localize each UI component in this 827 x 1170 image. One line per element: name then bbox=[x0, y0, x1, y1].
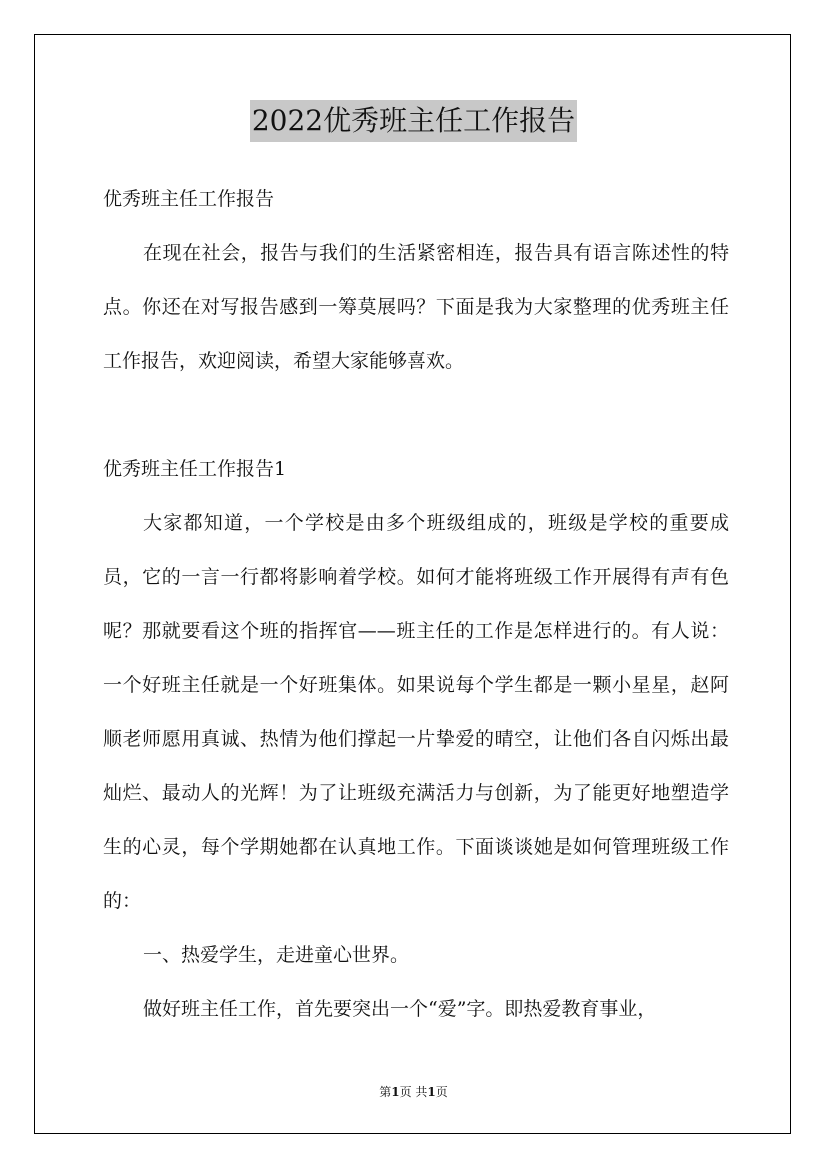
document-title: 2022优秀班主任工作报告 bbox=[250, 100, 577, 142]
footer-page-total: 1 bbox=[427, 1085, 436, 1099]
footer-page-suffix: 页 bbox=[435, 1085, 448, 1099]
footer-page-current: 1 bbox=[391, 1085, 400, 1099]
body-paragraph-1: 大家都知道，一个学校是由多个班级组成的，班级是学校的重要成员，它的一言一行都将影响着学校。如何才能将班级工作开展得有声有色呢？那就要看这个班的指挥官——班主任的工作是怎样进行的。有人说：一个好班主任就是一个好班集体。如果说每个学生都是一颗小星星，赵阿顺老师愿用真诚、热情为他们撑起一片挚爱的晴空，让他们各自闪烁出最灿烂、最动人的光辉！为了让班级充满活力与创新，为了能更好地塑造学生的心灵，每个学期她都在认真地工作。下面谈谈她是如何管理班级工作的： bbox=[103, 512, 729, 912]
footer-page-prefix: 第 bbox=[379, 1085, 392, 1099]
footer-page-mid: 页 共 bbox=[399, 1085, 428, 1099]
intro-paragraph: 在现在社会，报告与我们的生活紧密相连，报告具有语言陈述性的特点。你还在对写报告感到一筹莫展吗？下面是我为大家整理的优秀班主任工作报告，欢迎阅读，希望大家能够喜欢。 bbox=[103, 242, 729, 372]
title-container bbox=[0, 100, 827, 142]
section-heading: 优秀班主任工作报告1 bbox=[103, 458, 287, 480]
document-body bbox=[103, 172, 729, 1036]
paragraph-spacer bbox=[103, 388, 729, 442]
page-footer bbox=[0, 1083, 827, 1101]
subtitle: 优秀班主任工作报告 bbox=[103, 188, 275, 210]
point-heading-1: 一、热爱学生，走进童心世界。 bbox=[143, 944, 410, 966]
body-paragraph-2: 做好班主任工作，首先要突出一个“爱”字。即热爱教育事业， bbox=[143, 998, 657, 1020]
